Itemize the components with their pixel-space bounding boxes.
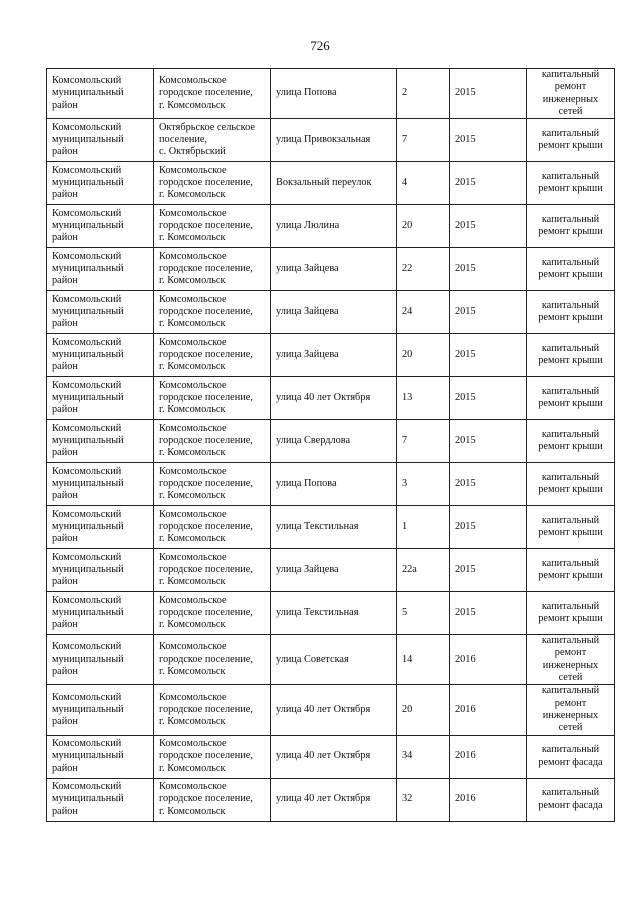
cell-work-type: капитальный ремонт крыши <box>527 291 615 334</box>
cell-work-type: капитальный ремонт инженерных сетей <box>527 635 615 685</box>
cell-street: улица 40 лет Октября <box>271 685 397 735</box>
cell-year: 2016 <box>450 685 527 735</box>
cell-settlement: Комсомольское городское поселение, г. Комсомольск <box>154 635 271 685</box>
cell-year: 2015 <box>450 248 527 291</box>
cell-street: улица Попова <box>271 463 397 506</box>
cell-work-type: капитальный ремонт крыши <box>527 592 615 635</box>
cell-year: 2015 <box>450 205 527 248</box>
cell-year: 2016 <box>450 778 527 821</box>
cell-year: 2015 <box>450 162 527 205</box>
cell-house-number: 22а <box>397 549 450 592</box>
cell-street: улица Текстильная <box>271 592 397 635</box>
cell-house-number: 7 <box>397 119 450 162</box>
cell-work-type: капитальный ремонт крыши <box>527 377 615 420</box>
table-row <box>47 420 615 463</box>
table-row <box>47 377 615 420</box>
cell-settlement: Комсомольское городское поселение, г. Комсомольск <box>154 685 271 735</box>
cell-year: 2015 <box>450 119 527 162</box>
cell-district: Комсомольский муниципальный район <box>47 162 154 205</box>
cell-street: улица 40 лет Октября <box>271 778 397 821</box>
cell-year: 2015 <box>450 291 527 334</box>
cell-street: улица 40 лет Октября <box>271 735 397 778</box>
cell-house-number: 2 <box>397 69 450 119</box>
cell-street: улица Советская <box>271 635 397 685</box>
cell-district: Комсомольский муниципальный район <box>47 735 154 778</box>
table-row <box>47 592 615 635</box>
cell-year: 2015 <box>450 463 527 506</box>
cell-house-number: 3 <box>397 463 450 506</box>
cell-district: Комсомольский муниципальный район <box>47 119 154 162</box>
table-row <box>47 69 615 119</box>
cell-street: улица Зайцева <box>271 248 397 291</box>
cell-district: Комсомольский муниципальный район <box>47 248 154 291</box>
cell-work-type: капитальный ремонт инженерных сетей <box>527 69 615 119</box>
table-row <box>47 248 615 291</box>
cell-house-number: 34 <box>397 735 450 778</box>
cell-house-number: 20 <box>397 685 450 735</box>
cell-year: 2015 <box>450 334 527 377</box>
cell-year: 2015 <box>450 69 527 119</box>
cell-settlement: Октябрьское сельское поселение, с. Октябрьский <box>154 119 271 162</box>
cell-work-type: капитальный ремонт фасада <box>527 735 615 778</box>
table-row <box>47 685 615 735</box>
cell-year: 2015 <box>450 506 527 549</box>
table-row <box>47 334 615 377</box>
table-row <box>47 463 615 506</box>
cell-year: 2016 <box>450 635 527 685</box>
table-row <box>47 119 615 162</box>
cell-settlement: Комсомольское городское поселение, г. Комсомольск <box>154 735 271 778</box>
cell-house-number: 7 <box>397 420 450 463</box>
table-row <box>47 549 615 592</box>
cell-house-number: 13 <box>397 377 450 420</box>
cell-house-number: 32 <box>397 778 450 821</box>
cell-district: Комсомольский муниципальный район <box>47 69 154 119</box>
cell-settlement: Комсомольское городское поселение, г. Комсомольск <box>154 506 271 549</box>
cell-settlement: Комсомольское городское поселение, г. Комсомольск <box>154 291 271 334</box>
cell-year: 2015 <box>450 420 527 463</box>
table-row <box>47 162 615 205</box>
table-row <box>47 291 615 334</box>
cell-work-type: капитальный ремонт крыши <box>527 205 615 248</box>
cell-house-number: 22 <box>397 248 450 291</box>
table-row <box>47 735 615 778</box>
cell-settlement: Комсомольское городское поселение, г. Комсомольск <box>154 334 271 377</box>
cell-district: Комсомольский муниципальный район <box>47 549 154 592</box>
table-row <box>47 205 615 248</box>
cell-street: улица Зайцева <box>271 334 397 377</box>
cell-year: 2015 <box>450 377 527 420</box>
cell-work-type: капитальный ремонт крыши <box>527 119 615 162</box>
cell-year: 2015 <box>450 549 527 592</box>
cell-district: Комсомольский муниципальный район <box>47 377 154 420</box>
cell-district: Комсомольский муниципальный район <box>47 685 154 735</box>
cell-work-type: капитальный ремонт крыши <box>527 248 615 291</box>
cell-work-type: капитальный ремонт инженерных сетей <box>527 685 615 735</box>
cell-settlement: Комсомольское городское поселение, г. Комсомольск <box>154 420 271 463</box>
cell-street: улица Зайцева <box>271 291 397 334</box>
cell-district: Комсомольский муниципальный район <box>47 635 154 685</box>
table-row <box>47 506 615 549</box>
cell-settlement: Комсомольское городское поселение, г. Комсомольск <box>154 778 271 821</box>
cell-district: Комсомольский муниципальный район <box>47 291 154 334</box>
cell-year: 2015 <box>450 592 527 635</box>
cell-house-number: 20 <box>397 334 450 377</box>
cell-house-number: 4 <box>397 162 450 205</box>
cell-street: Вокзальный переулок <box>271 162 397 205</box>
repair-schedule-table <box>46 68 615 822</box>
cell-street: улица 40 лет Октября <box>271 377 397 420</box>
cell-settlement: Комсомольское городское поселение, г. Комсомольск <box>154 463 271 506</box>
cell-work-type: капитальный ремонт крыши <box>527 506 615 549</box>
cell-work-type: капитальный ремонт фасада <box>527 778 615 821</box>
cell-house-number: 5 <box>397 592 450 635</box>
table-row <box>47 635 615 685</box>
cell-street: улица Зайцева <box>271 549 397 592</box>
cell-work-type: капитальный ремонт крыши <box>527 549 615 592</box>
cell-work-type: капитальный ремонт крыши <box>527 420 615 463</box>
page-number: 726 <box>310 38 330 53</box>
cell-street: улица Попова <box>271 69 397 119</box>
table-row <box>47 778 615 821</box>
cell-settlement: Комсомольское городское поселение, г. Комсомольск <box>154 162 271 205</box>
cell-settlement: Комсомольское городское поселение, г. Комсомольск <box>154 248 271 291</box>
cell-settlement: Комсомольское городское поселение, г. Комсомольск <box>154 549 271 592</box>
cell-year: 2016 <box>450 735 527 778</box>
cell-district: Комсомольский муниципальный район <box>47 592 154 635</box>
cell-settlement: Комсомольское городское поселение, г. Комсомольск <box>154 592 271 635</box>
cell-district: Комсомольский муниципальный район <box>47 334 154 377</box>
cell-house-number: 14 <box>397 635 450 685</box>
cell-house-number: 1 <box>397 506 450 549</box>
cell-settlement: Комсомольское городское поселение, г. Комсомольск <box>154 69 271 119</box>
cell-street: улица Люлина <box>271 205 397 248</box>
cell-district: Комсомольский муниципальный район <box>47 420 154 463</box>
table-body <box>47 69 615 822</box>
cell-district: Комсомольский муниципальный район <box>47 463 154 506</box>
cell-district: Комсомольский муниципальный район <box>47 205 154 248</box>
cell-district: Комсомольский муниципальный район <box>47 506 154 549</box>
cell-house-number: 20 <box>397 205 450 248</box>
cell-district: Комсомольский муниципальный район <box>47 778 154 821</box>
cell-street: улица Текстильная <box>271 506 397 549</box>
cell-settlement: Комсомольское городское поселение, г. Комсомольск <box>154 377 271 420</box>
cell-work-type: капитальный ремонт крыши <box>527 463 615 506</box>
cell-settlement: Комсомольское городское поселение, г. Комсомольск <box>154 205 271 248</box>
cell-work-type: капитальный ремонт крыши <box>527 334 615 377</box>
cell-house-number: 24 <box>397 291 450 334</box>
cell-street: улица Привокзальная <box>271 119 397 162</box>
cell-street: улица Свердлова <box>271 420 397 463</box>
cell-work-type: капитальный ремонт крыши <box>527 162 615 205</box>
